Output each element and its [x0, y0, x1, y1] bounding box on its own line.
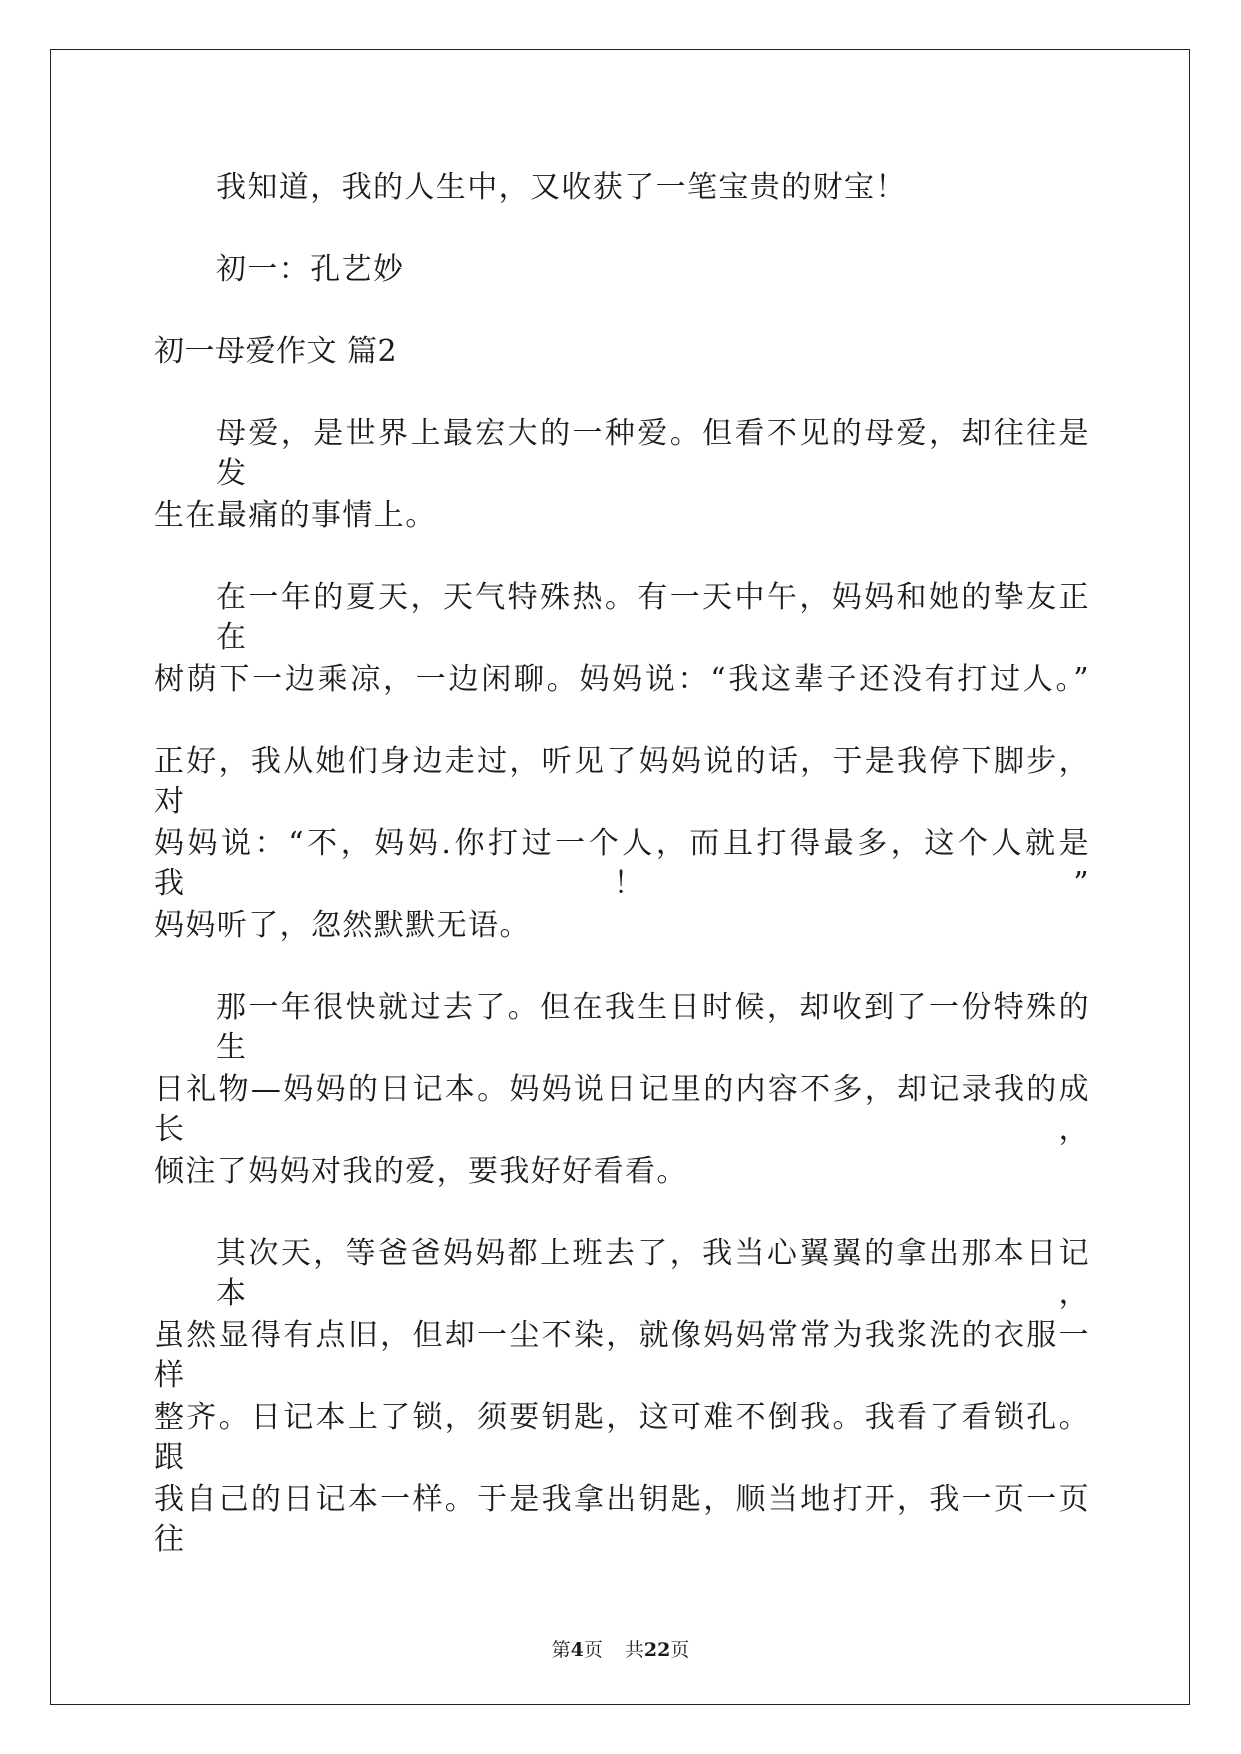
paragraph-line: 虽然显得有点旧，但却一尘不染，就像妈妈常常为我浆洗的衣服一样 [154, 1318, 1090, 1393]
paragraph-line: 母爱，是世界上最宏大的一种爱。但看不见的母爱，却往往是发 [216, 416, 1090, 491]
paragraph-line: 整齐。日记本上了锁，须要钥匙，这可难不倒我。我看了看锁孔。跟 [154, 1400, 1090, 1475]
page-suffix: 页 [583, 1639, 603, 1661]
paragraph-line: 我自己的日记本一样。于是我拿出钥匙，顺当地打开，我一页一页往 [154, 1482, 1090, 1557]
page-prefix: 第 [551, 1639, 571, 1661]
section-heading: 初一母爱作文 篇2 [154, 334, 398, 369]
paragraph-line: 在一年的夏天，天气特殊热。有一天中午，妈妈和她的挚友正在 [216, 580, 1090, 655]
paragraph-line: 我知道，我的人生中，又收获了一笔宝贵的财宝！ [216, 170, 907, 205]
author-line: 初一：孔艺妙 [216, 252, 405, 287]
paragraph-line: 妈妈听了，忽然默默无语。 [154, 908, 531, 943]
paragraph-line: 日礼物—妈妈的日记本。妈妈说日记里的内容不多，却记录我的成长， [154, 1072, 1090, 1147]
paragraph-line: 正好，我从她们身边走过，听见了妈妈说的话，于是我停下脚步，对 [154, 744, 1090, 819]
paragraph-line: 生在最痛的事情上。 [154, 498, 437, 533]
total-pages: 22 [643, 1639, 671, 1661]
paragraph-line: 树荫下一边乘凉，一边闲聊。妈妈说：“我这辈子还没有打过人。” [154, 662, 1090, 697]
page-number: 4 [570, 1639, 584, 1661]
paragraph-line: 那一年很快就过去了。但在我生日时候，却收到了一份特殊的生 [216, 990, 1090, 1065]
total-suffix: 页 [670, 1639, 690, 1661]
document-body [154, 168, 1090, 1562]
paragraph-line: 妈妈说：“不，妈妈.你打过一个人，而且打得最多，这个人就是我！” [154, 826, 1090, 901]
paragraph-line: 其次天，等爸爸妈妈都上班去了，我当心翼翼的拿出那本日记本， [216, 1236, 1090, 1311]
page-footer [0, 1638, 1241, 1662]
paragraph-line: 倾注了妈妈对我的爱，要我好好看看。 [154, 1154, 688, 1189]
total-prefix: 共 [624, 1639, 644, 1661]
